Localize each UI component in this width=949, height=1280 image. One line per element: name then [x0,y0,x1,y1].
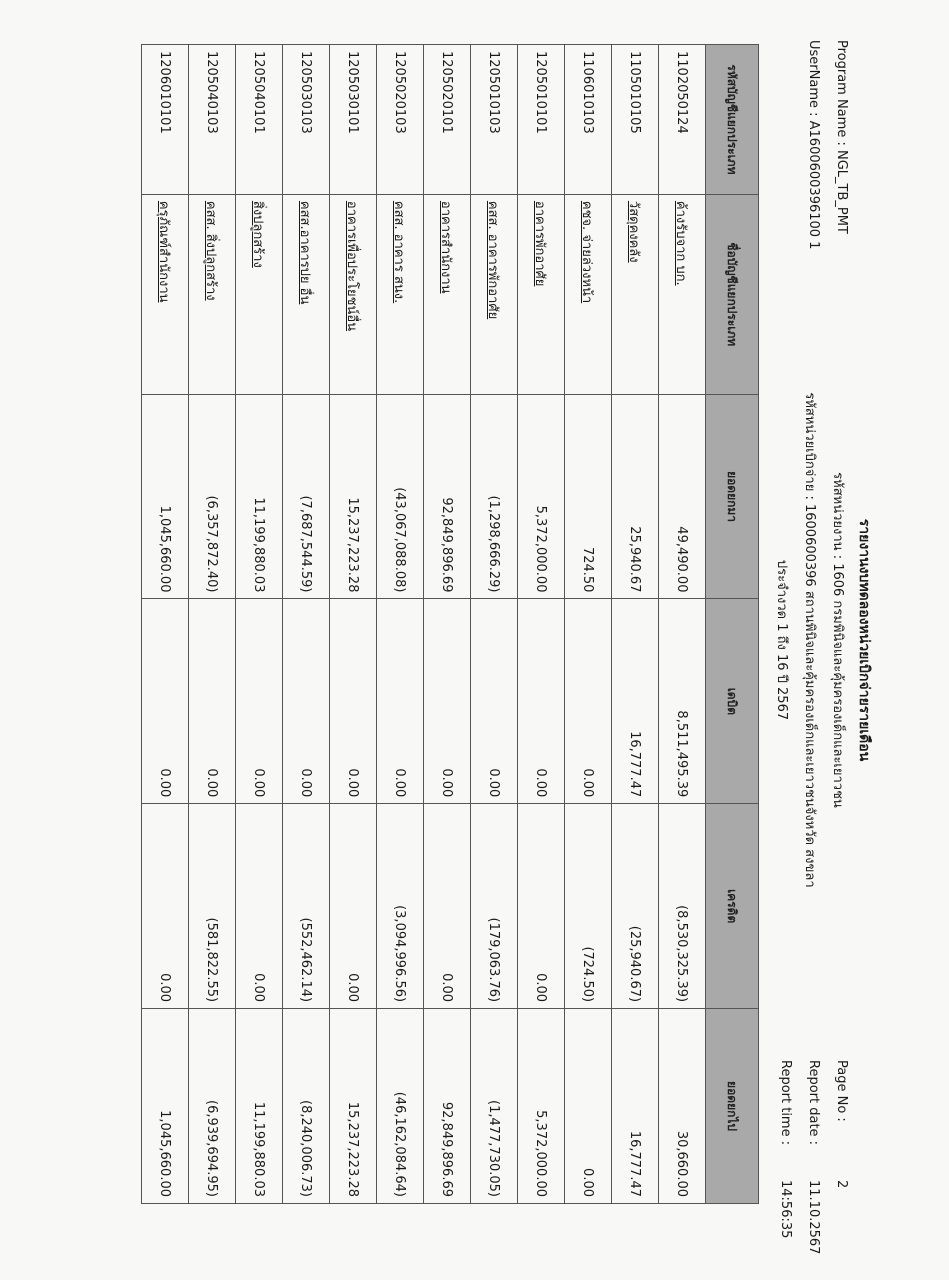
report-time-value: 14:56:35 [778,1180,793,1239]
account-name: อาคารเพื่อประโยชน์อื่น [330,194,377,394]
debit: 0.00 [424,599,471,804]
carried-forward: 5,372,000.00 [518,1009,565,1204]
credit: 0.00 [424,804,471,1009]
account-code: 1205010101 [518,45,565,195]
credit: (552,462.14) [283,804,330,1009]
account-code: 1205030101 [330,45,377,195]
debit: 0.00 [518,599,565,804]
credit: 0.00 [142,804,189,1009]
brought-forward: 92,849,896.69 [424,394,471,599]
account-name: คสส.อาคารปย อื่น [283,194,330,394]
brought-forward: 1,045,660.00 [142,394,189,599]
username: UserName : A1600600396100 1 [806,40,821,250]
account-code: 1102050124 [659,45,706,195]
account-code: 1205020101 [424,45,471,195]
carried-forward: (8,240,006.73) [283,1009,330,1204]
carried-forward: 0.00 [565,1009,612,1204]
brought-forward: 724.50 [565,394,612,599]
brought-forward: (1,298,666.29) [471,394,518,599]
table-header-row [706,45,759,1204]
brought-forward: (43,067,088.08) [377,394,424,599]
carried-forward: 11,199,880.03 [236,1009,283,1204]
account-name: อาคารสำนักงาน [424,194,471,394]
col-header-brought-forward: ยอดยกมา [706,394,759,599]
table-row [330,45,377,1204]
col-header-carried-forward: ยอดยกไป [706,1009,759,1204]
table-row [424,45,471,1204]
account-name: คสส. อาคาร สนง. [377,194,424,394]
account-code: 1205040101 [236,45,283,195]
table-row [283,45,330,1204]
page-no-value: 2 [834,1180,849,1189]
debit: 0.00 [377,599,424,804]
debit: 0.00 [189,599,236,804]
account-code: 1106010103 [565,45,612,195]
col-header-debit: เดบิต [706,599,759,804]
period-line: ประจำงวด 1 ถึง 16 ปี 2567 [774,559,789,721]
program-name: Program Name : NGL_TB_PMT [834,40,849,234]
account-name: วัสดุคงคลัง [612,194,659,394]
credit: (581,822.55) [189,804,236,1009]
account-code: 1206010101 [142,45,189,195]
table-row [236,45,283,1204]
account-name: ค้างรับจาก บก. [659,194,706,394]
account-name: คสส. สิ่งปลูกสร้าง [189,194,236,394]
carried-forward: 16,777.47 [612,1009,659,1204]
credit: 0.00 [330,804,377,1009]
credit: (25,940.67) [612,804,659,1009]
brought-forward: (7,687,544.59) [283,394,330,599]
table-row [142,45,189,1204]
debit: 0.00 [330,599,377,804]
credit: (8,530,325.39) [659,804,706,1009]
account-name: สิ่งปลูกสร้าง [236,194,283,394]
account-code: 1205030103 [283,45,330,195]
credit: 0.00 [518,804,565,1009]
col-header-credit: เครดิต [706,804,759,1009]
carried-forward: (46,162,084.64) [377,1009,424,1204]
report-date-label: Report date : [806,1060,821,1146]
account-name: คสส. อาคารพักอาศัย [471,194,518,394]
credit: (179,063.76) [471,804,518,1009]
debit: 0.00 [565,599,612,804]
debit: 16,777.47 [612,599,659,804]
table-row [189,45,236,1204]
debit: 0.00 [236,599,283,804]
report-title: รายงานงบทดลองหน่วยเบิกจ่ายรายเดือน [856,518,872,762]
disbursing-unit-line: รหัสหน่วยเบิกจ่าย : 1600600396 สถานพินิจและคุ้มครองเด็กและเยาวชนจังหวัด สงขลา [802,392,817,888]
table-row [612,45,659,1204]
page-no-label: Page No : [834,1060,849,1122]
brought-forward: 11,199,880.03 [236,394,283,599]
carried-forward: (6,939,694.95) [189,1009,236,1204]
brought-forward: 25,940.67 [612,394,659,599]
carried-forward: 1,045,660.00 [142,1009,189,1204]
brought-forward: 15,237,223.28 [330,394,377,599]
debit: 0.00 [283,599,330,804]
brought-forward: 49,490.00 [659,394,706,599]
trial-balance-table [141,44,759,1204]
brought-forward: 5,372,000.00 [518,394,565,599]
carried-forward: 15,237,223.28 [330,1009,377,1204]
credit: (724.50) [565,804,612,1009]
report-date-value: 11.10.2567 [806,1180,821,1255]
account-code: 1205010103 [471,45,518,195]
account-code: 1205040103 [189,45,236,195]
credit: (3,094,996.56) [377,804,424,1009]
carried-forward: 30,660.00 [659,1009,706,1204]
debit: 0.00 [142,599,189,804]
report-time-label: Report time : [778,1060,793,1146]
agency-line: รหัสหน่วยงาน : 1606 กรมพินิจและคุ้มครองเด็กและเยาวชน [830,472,845,808]
table-row [659,45,706,1204]
carried-forward: 92,849,896.69 [424,1009,471,1204]
table-row [471,45,518,1204]
account-name: อาคารพักอาศัย [518,194,565,394]
debit: 8,511,495.39 [659,599,706,804]
debit: 0.00 [471,599,518,804]
account-code: 1205020103 [377,45,424,195]
carried-forward: (1,477,730.05) [471,1009,518,1204]
col-header-account-name: ชื่อบัญชีแยกประเภท [706,194,759,394]
credit: 0.00 [236,804,283,1009]
account-name: คชจ. จ่ายล่วงหน้า [565,194,612,394]
table-row [518,45,565,1204]
brought-forward: (6,357,872.40) [189,394,236,599]
account-name: ครุภัณฑ์สำนักงาน [142,194,189,394]
col-header-account-code: รหัสบัญชีแยกประเภท [706,45,759,195]
table-row [565,45,612,1204]
table-row [377,45,424,1204]
account-code: 1105010105 [612,45,659,195]
